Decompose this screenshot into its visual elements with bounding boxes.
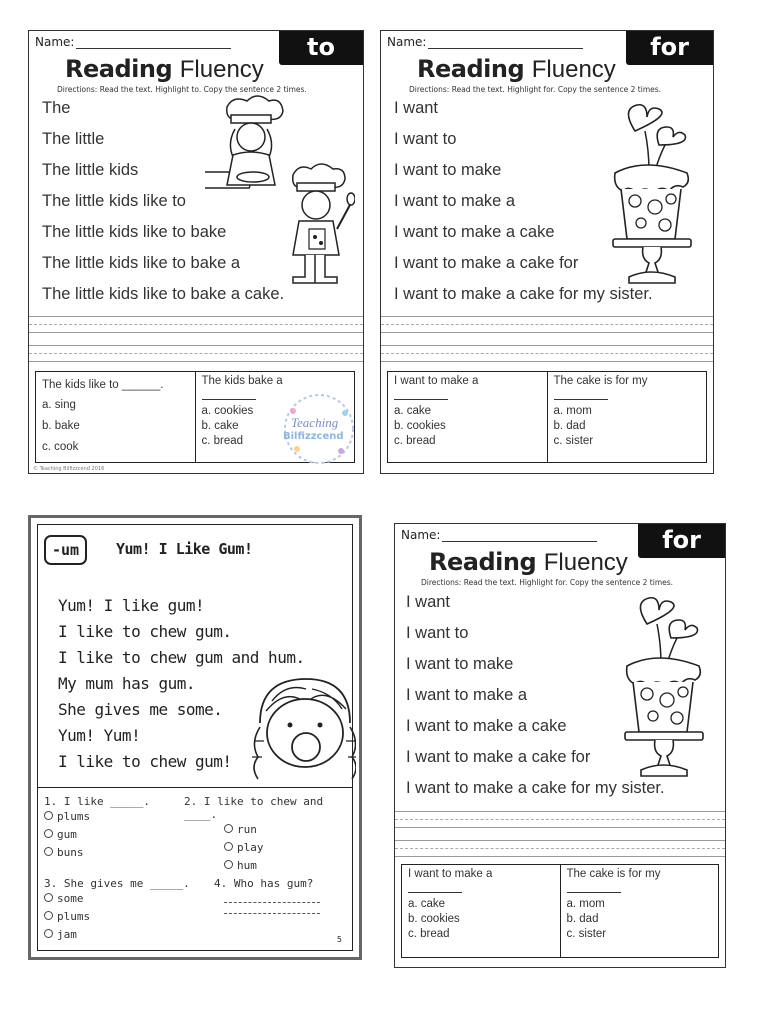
radio-circle-icon[interactable] (44, 893, 53, 902)
worksheet-to (28, 30, 364, 474)
sight-word-tag: to (279, 31, 363, 65)
question-3 (44, 877, 190, 944)
answer-option[interactable] (44, 890, 190, 908)
answer-option[interactable]: c. bread (201, 435, 244, 447)
writing-line (29, 325, 363, 333)
writing-line (395, 812, 725, 820)
writing-line (29, 354, 363, 362)
answer-option[interactable]: c. sister (553, 435, 594, 447)
radio-circle-icon[interactable] (224, 860, 233, 869)
answer-blank[interactable] (394, 391, 448, 400)
answer-option[interactable]: b. dad (553, 420, 586, 432)
story-line: I like to chew gum and hum. (58, 648, 305, 667)
question-1 (388, 372, 547, 462)
question-text: 3. She gives me _____. (44, 877, 190, 890)
worksheet-for-top (380, 30, 714, 474)
question-text: 1. I like _____. (44, 795, 150, 808)
quiz-box (387, 371, 707, 463)
option-label: play (237, 841, 264, 854)
copyright: © Teaching Bilfizzcend 2016 (33, 466, 105, 472)
answer-option[interactable] (44, 908, 190, 926)
name-field (401, 528, 597, 542)
story-line: Yum! I like gum! (58, 596, 205, 615)
story-line: My mum has gum. (58, 674, 195, 693)
option-label: plums (57, 810, 91, 823)
writing-line (395, 804, 725, 812)
answer-option[interactable] (44, 926, 190, 944)
sentence: I want to make a cake for my sister. (406, 779, 665, 797)
name-label: Name: (35, 35, 75, 49)
name-label: Name: (401, 528, 441, 542)
writing-line (381, 346, 713, 354)
radio-circle-icon[interactable] (44, 929, 53, 938)
sentence: I want to make a cake for (394, 254, 579, 272)
logo-line-1: Teaching (291, 415, 339, 430)
answer-option[interactable] (44, 844, 150, 862)
writing-line (29, 309, 363, 317)
writing-line (381, 325, 713, 333)
sentence: I want to make a cake for (406, 748, 591, 766)
question-text: I want to make a (408, 868, 493, 880)
word-family-tag: -um (44, 535, 87, 565)
name-label: Name: (387, 35, 427, 49)
sentence: The little kids like to bake a cake. (42, 285, 285, 303)
writing-line (395, 841, 725, 849)
answer-option[interactable]: a. mom (566, 898, 605, 910)
sight-word-tag: for (638, 524, 725, 558)
answer-option[interactable]: c. cook (42, 441, 79, 453)
sentence: I want (406, 593, 451, 611)
answer-option[interactable]: b. cookies (394, 420, 446, 432)
title-bold: Reading (429, 548, 537, 576)
sentence: The little kids (42, 161, 139, 179)
story-title: Yum! I Like Gum! (116, 540, 253, 558)
radio-circle-icon[interactable] (44, 829, 53, 838)
question-text: I want to make a (394, 375, 479, 387)
answer-option[interactable]: c. bread (394, 435, 436, 447)
question-text: The cake is for my (553, 375, 648, 387)
sentence: I want to make a cake (406, 717, 567, 735)
section-divider (38, 787, 352, 788)
quiz-box (401, 864, 719, 958)
sentence: I want to make (394, 161, 502, 179)
question-1 (44, 795, 150, 862)
answer-option[interactable]: a. sing (42, 399, 76, 411)
story-line: I like to chew gum. (58, 622, 232, 641)
sight-word-tag: for (626, 31, 713, 65)
teaching-logo (279, 391, 359, 467)
question-text: The kids bake a (201, 375, 283, 387)
sentence: The little kids like to bake (42, 223, 227, 241)
title-light: Fluency (531, 56, 616, 83)
option-label: plums (57, 910, 91, 923)
question-4 (214, 877, 320, 914)
story-line: She gives me some. (58, 700, 223, 719)
radio-circle-icon[interactable] (44, 911, 53, 920)
question-2 (184, 795, 352, 875)
sentence: I want to make a (394, 192, 516, 210)
question-1 (36, 372, 195, 462)
directions: Directions: Read the text. Highlight for. Copy the sentence 2 times. (409, 85, 662, 94)
answer-option[interactable] (44, 808, 150, 826)
title-bold: Reading (65, 55, 173, 83)
page-title (65, 55, 264, 84)
name-field (387, 35, 583, 49)
answer-blank[interactable] (567, 884, 621, 893)
worksheet-for-bottom (394, 523, 726, 968)
writing-line (381, 317, 713, 325)
writing-line (395, 849, 725, 857)
copy-writing-lines[interactable] (29, 309, 363, 362)
answer-option[interactable]: a. cake (394, 405, 432, 417)
answer-option[interactable]: a. mom (553, 405, 592, 417)
title-light: Fluency (543, 549, 628, 576)
answer-option[interactable]: b. cake (201, 420, 239, 432)
question-2 (547, 372, 707, 462)
answer-line[interactable] (224, 913, 320, 914)
answer-option[interactable] (184, 857, 352, 875)
answer-option[interactable] (184, 839, 352, 857)
page-title (417, 55, 616, 84)
radio-circle-icon[interactable] (44, 811, 53, 820)
sentence: I want to (394, 130, 457, 148)
writing-line (29, 346, 363, 354)
writing-line (395, 820, 725, 828)
option-label: gum (57, 828, 77, 841)
title-bold: Reading (417, 55, 525, 83)
gum-inner-frame (37, 524, 353, 951)
answer-option[interactable]: c. sister (566, 928, 607, 940)
answer-option[interactable]: c. bread (408, 928, 450, 940)
sentence: I want to (406, 624, 469, 642)
sentence: The little kids like to bake a (42, 254, 241, 272)
question-text: 2. I like to chew and ____. (184, 795, 324, 821)
cake-illustration (619, 594, 709, 780)
radio-circle-icon[interactable] (224, 824, 233, 833)
writing-line (381, 354, 713, 362)
baking-kids-illustration (205, 95, 355, 285)
sentence: The (42, 99, 71, 117)
question-text: 4. Who has gum? (214, 877, 314, 890)
answer-blank[interactable] (554, 391, 608, 400)
copy-writing-lines[interactable] (395, 804, 725, 857)
answer-option[interactable]: a. cookies (201, 405, 254, 417)
writing-line (29, 317, 363, 325)
writing-line (29, 333, 363, 346)
option-label: jam (57, 928, 77, 941)
answer-option[interactable]: b. cookies (408, 913, 460, 925)
sentence: The little kids like to (42, 192, 186, 210)
worksheet-gum (28, 515, 362, 960)
story-line: I like to chew gum! (58, 752, 232, 771)
story-line: Yum! Yum! (58, 726, 141, 745)
cake-illustration (607, 101, 697, 287)
question-2 (560, 865, 719, 957)
option-label: buns (57, 846, 84, 859)
answer-line[interactable] (224, 902, 320, 903)
radio-circle-icon[interactable] (44, 847, 53, 856)
option-label: run (237, 823, 257, 836)
question-text: The kids like to ______. (42, 379, 164, 391)
writing-line (381, 309, 713, 317)
radio-circle-icon[interactable] (224, 842, 233, 851)
answer-option[interactable]: b. dad (566, 913, 599, 925)
copy-writing-lines[interactable] (381, 309, 713, 362)
answer-blank[interactable] (408, 884, 462, 893)
sentence: I want (394, 99, 439, 117)
sentence: I want to make a cake for my sister. (394, 285, 653, 303)
writing-line (381, 333, 713, 346)
directions: Directions: Read the text. Highlight for. Copy the sentence 2 times. (421, 578, 674, 587)
logo-line-2: Bilfizzcend (283, 431, 344, 442)
question-text: The cake is for my (566, 868, 661, 880)
answer-option[interactable] (44, 826, 150, 844)
name-line[interactable] (428, 36, 583, 49)
name-field (35, 35, 231, 49)
answer-option[interactable]: b. bake (42, 420, 80, 432)
name-line[interactable] (76, 36, 231, 49)
sentence: I want to make a cake (394, 223, 555, 241)
option-label: hum (237, 859, 257, 872)
writing-line (395, 828, 725, 841)
answer-blank[interactable] (202, 391, 256, 400)
sentence: The little (42, 130, 105, 148)
answer-option[interactable]: a. cake (408, 898, 446, 910)
title-light: Fluency (179, 56, 264, 83)
directions: Directions: Read the text. Highlight to. Copy the sentence 2 times. (57, 85, 307, 94)
page-number: 5 (336, 935, 342, 944)
name-line[interactable] (442, 529, 597, 542)
girl-blowing-bubble-illustration (246, 671, 356, 781)
question-1 (402, 865, 560, 957)
sentence: I want to make (406, 655, 514, 673)
answer-option[interactable] (184, 821, 352, 839)
sentence: I want to make a (406, 686, 528, 704)
page-title (429, 548, 628, 577)
option-label: some (57, 892, 84, 905)
